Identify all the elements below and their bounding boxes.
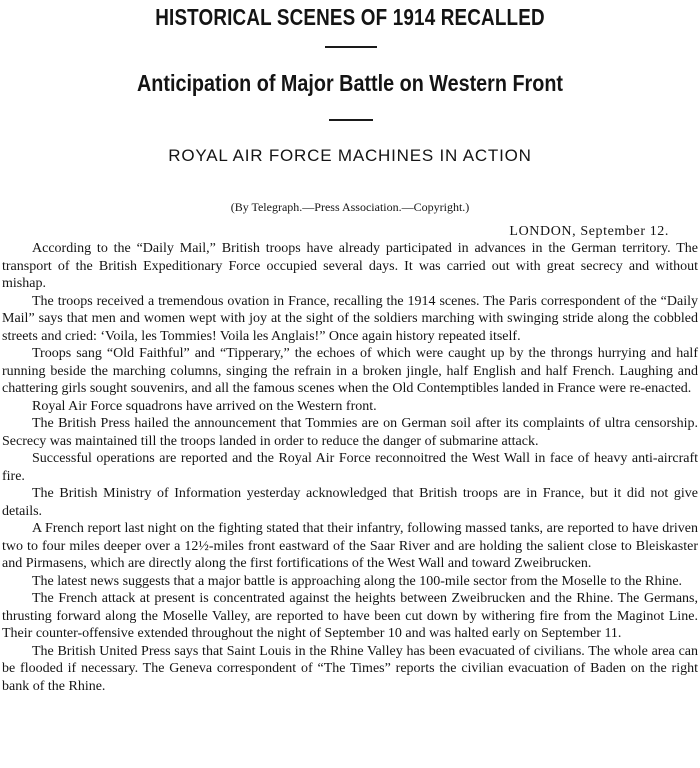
- paragraph: Troops sang “Old Faithful” and “Tipperary,” the echoes of which were caught up by the throngs hurrying and half running beside the marching columns, singing the refrain in a broken jingle, half English and half French. Laughing and chattering girls sought souvenirs, and all the famous scenes when the Old Contemptibles landed in France were re-enacted.: [2, 346, 698, 396]
- paragraph: Royal Air Force squadrons have arrived on the Western front.: [32, 398, 377, 414]
- paragraph: According to the “Daily Mail,” British troops have already participated in advances in the German territory. The transport of the British Expeditionary Force occupied several days. It was carried out with great secrecy and without mishap.: [2, 241, 698, 291]
- headline: HISTORICAL SCENES OF 1914 RECALLED: [155, 4, 545, 30]
- paragraph: The troops received a tremendous ovation in France, recalling the 1914 scenes. The Paris correspondent of the “Daily Mail” says that men and women wept with joy at the sight of the soldiers marching with swinging stride along the cobbled streets and cried: ‘Voila, les Tommies! Voila les Anglais!” Once again history repeated itself.: [2, 293, 698, 344]
- paragraph: The French attack at present is concentrated against the heights between Zweibrucken and the Rhine. The Germans, thrusting forward along the Moselle Valley, are reported to have been cut down by withering fire from the Maginot Line. Their counter-offensive extended throughout the night of September 10 and was halted early on September 11.: [2, 591, 698, 641]
- paragraph: The latest news suggests that a major battle is approaching along the 100-mile sector from the Moselle to the Rhine.: [32, 573, 683, 589]
- paragraph: The British Ministry of Information yesterday acknowledged that British troops are in France, but it did not give details.: [2, 486, 698, 519]
- paragraph: Successful operations are reported and the Royal Air Force reconnoitred the West Wall in face of heavy anti-aircraft fire.: [2, 451, 698, 484]
- paragraph: The British United Press says that Saint Louis in the Rhine Valley has been evacuated of civilians. The whole area can be flooded if necessary. The Geneva correspondent of “The Times” reports the civilian evacuation of Baden on the right bank of the Rhine.: [2, 643, 698, 694]
- dateline: LONDON, September 12.: [509, 224, 669, 239]
- headline-divider: [325, 46, 377, 48]
- article-body: [2, 240, 698, 695]
- press-credit: (By Telegraph.—Press Association.—Copyright.): [230, 200, 470, 214]
- paragraph: The British Press hailed the announcement that Tommies are on German soil after its complaints of ultra censorship. Secrecy was maintained till the troops landed in order to reduce the danger of submarine attack.: [2, 416, 698, 449]
- paragraph: A French report last night on the fighting stated that their infantry, following massed tanks, are reported to have driven two to four miles deeper over a 12½-miles front eastward of the Saar River and are holding the salient close to Bleiskaster and Pirmasens, which are directly along the first fortifications of the West Wall and toward Zweibrucken.: [2, 521, 698, 571]
- subheadline-divider: [329, 119, 373, 121]
- subheadline: Anticipation of Major Battle on Western Front: [136, 70, 563, 96]
- section-heading: ROYAL AIR FORCE MACHINES IN ACTION: [168, 146, 532, 165]
